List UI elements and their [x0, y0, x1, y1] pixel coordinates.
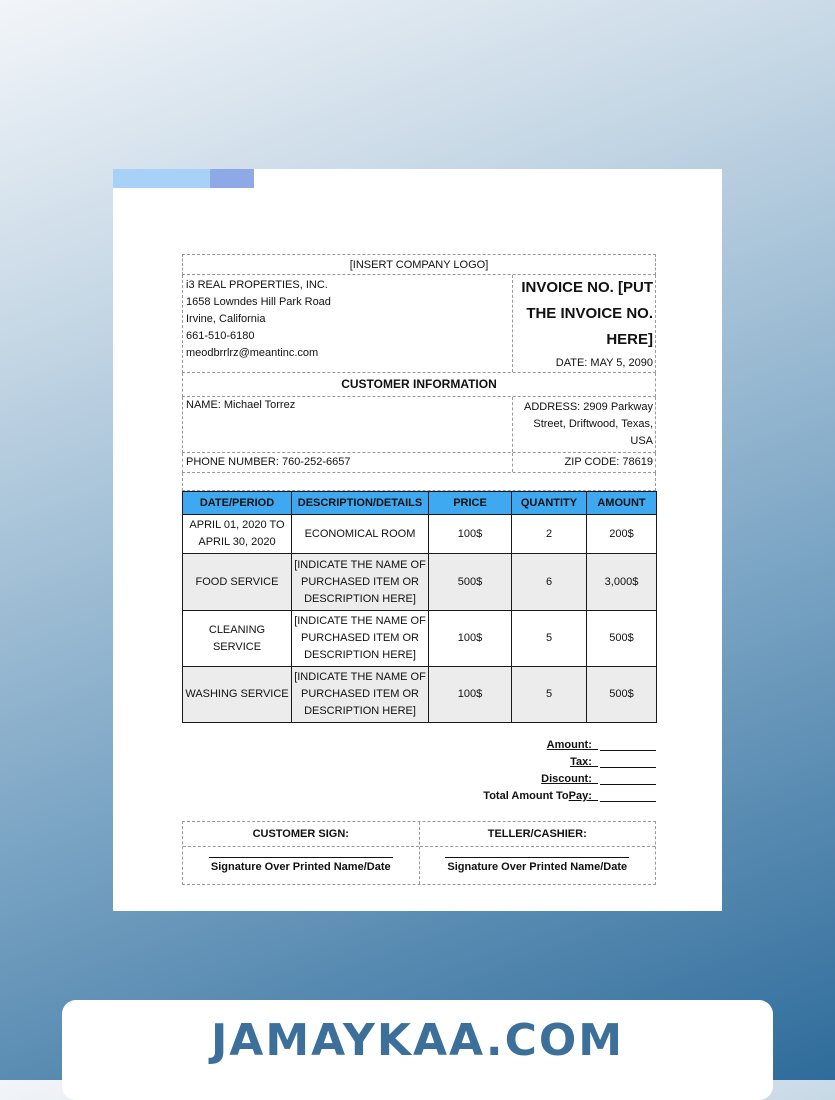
cell-price: 500$ [429, 554, 512, 611]
items-table [182, 491, 657, 723]
cell-date-period: WASHING SERVICE [183, 667, 292, 723]
invoice-date: DATE: MAY 5, 2090 [555, 357, 653, 369]
cell-price: 100$ [429, 611, 512, 667]
table-row [183, 611, 657, 667]
customer-signature-caption: Signature Over Printed Name/Date [209, 857, 393, 873]
company-email: meodbrrlrz@meantinc.com [186, 347, 319, 359]
tax-label: Tax:_ [570, 756, 598, 768]
customer-phone: PHONE NUMBER: 760-252-6657 [183, 453, 513, 472]
total-to-pay-prefix: Total Amount To [483, 790, 569, 802]
page-tab-dark [210, 169, 254, 188]
discount-label: Discount:_ [541, 773, 598, 785]
brand-logo-text: JAMAYKAA.COM [210, 1015, 625, 1066]
spacer-row [182, 473, 656, 491]
total-to-pay-label: Pay:_ [568, 790, 598, 802]
customer-name: NAME: Michael Torrez [183, 397, 513, 452]
table-header-row [183, 492, 657, 515]
company-address: 1658 Lowndes Hill Park Road [186, 296, 331, 308]
cell-amount: 3,000$ [587, 554, 657, 611]
customer-name-address-row [182, 397, 656, 453]
signature-section [182, 821, 656, 885]
column-header: PRICE [429, 492, 512, 515]
cell-description: ECONOMICAL ROOM [292, 515, 429, 554]
column-header: DESCRIPTION/DETAILS [292, 492, 429, 515]
brand-footer [62, 1000, 773, 1100]
cell-description: [INDICATE THE NAME OF PURCHASED ITEM OR DESCRIPTION HERE] [292, 667, 429, 723]
cell-date-period: APRIL 01, 2020 TO APRIL 30, 2020 [183, 515, 292, 554]
customer-address: ADDRESS: 2909 Parkway Street, Driftwood, Texas, USA [524, 401, 653, 447]
invoice-info [513, 275, 655, 372]
teller-signature-caption: Signature Over Printed Name/Date [445, 857, 629, 873]
discount-line [182, 771, 656, 788]
cell-amount: 200$ [587, 515, 657, 554]
company-name: i3 REAL PROPERTIES, INC. [186, 279, 328, 291]
cell-price: 100$ [429, 515, 512, 554]
customer-sign-column [183, 822, 420, 884]
tax-blank[interactable] [600, 754, 656, 768]
amount-blank[interactable] [600, 737, 656, 751]
cell-description: [INDICATE THE NAME OF PURCHASED ITEM OR DESCRIPTION HERE] [292, 611, 429, 667]
customer-sign-heading: CUSTOMER SIGN: [183, 822, 419, 847]
customer-signature-box[interactable] [183, 847, 419, 884]
amount-label: Amount:_ [546, 739, 598, 751]
cell-quantity: 2 [512, 515, 587, 554]
table-row [183, 515, 657, 554]
page-tab-light [113, 169, 210, 188]
cell-amount: 500$ [587, 611, 657, 667]
table-row [183, 554, 657, 611]
company-info [183, 275, 513, 372]
invoice-page [113, 169, 722, 911]
table-row [183, 667, 657, 723]
cell-description: [INDICATE THE NAME OF PURCHASED ITEM OR DESCRIPTION HERE] [292, 554, 429, 611]
company-logo-placeholder: [INSERT COMPANY LOGO] [182, 254, 656, 275]
invoice-number: INVOICE NO. [PUT THE INVOICE NO. HERE] [521, 279, 653, 348]
cell-quantity: 6 [512, 554, 587, 611]
cell-date-period: CLEANING SERVICE [183, 611, 292, 667]
total-to-pay-blank[interactable] [600, 788, 656, 802]
teller-sign-column [420, 822, 656, 884]
customer-phone-zip-row [182, 453, 656, 473]
discount-blank[interactable] [600, 771, 656, 785]
column-header: AMOUNT [587, 492, 657, 515]
invoice-document [182, 254, 656, 873]
company-invoice-row [182, 275, 656, 373]
cell-price: 100$ [429, 667, 512, 723]
company-phone: 661-510-6180 [186, 330, 255, 342]
company-city: Irvine, California [186, 313, 266, 325]
cell-quantity: 5 [512, 667, 587, 723]
cell-quantity: 5 [512, 611, 587, 667]
totals-section [182, 737, 656, 805]
customer-zip: ZIP CODE: 78619 [564, 456, 653, 468]
column-header: DATE/PERIOD [183, 492, 292, 515]
tax-line [182, 754, 656, 771]
total-amount-line [182, 737, 656, 754]
teller-sign-heading: TELLER/CASHIER: [420, 822, 656, 847]
customer-info-heading: CUSTOMER INFORMATION [182, 373, 656, 397]
cell-amount: 500$ [587, 667, 657, 723]
teller-signature-box[interactable] [420, 847, 656, 884]
cell-date-period: FOOD SERVICE [183, 554, 292, 611]
column-header: QUANTITY [512, 492, 587, 515]
total-to-pay-line [182, 788, 656, 805]
